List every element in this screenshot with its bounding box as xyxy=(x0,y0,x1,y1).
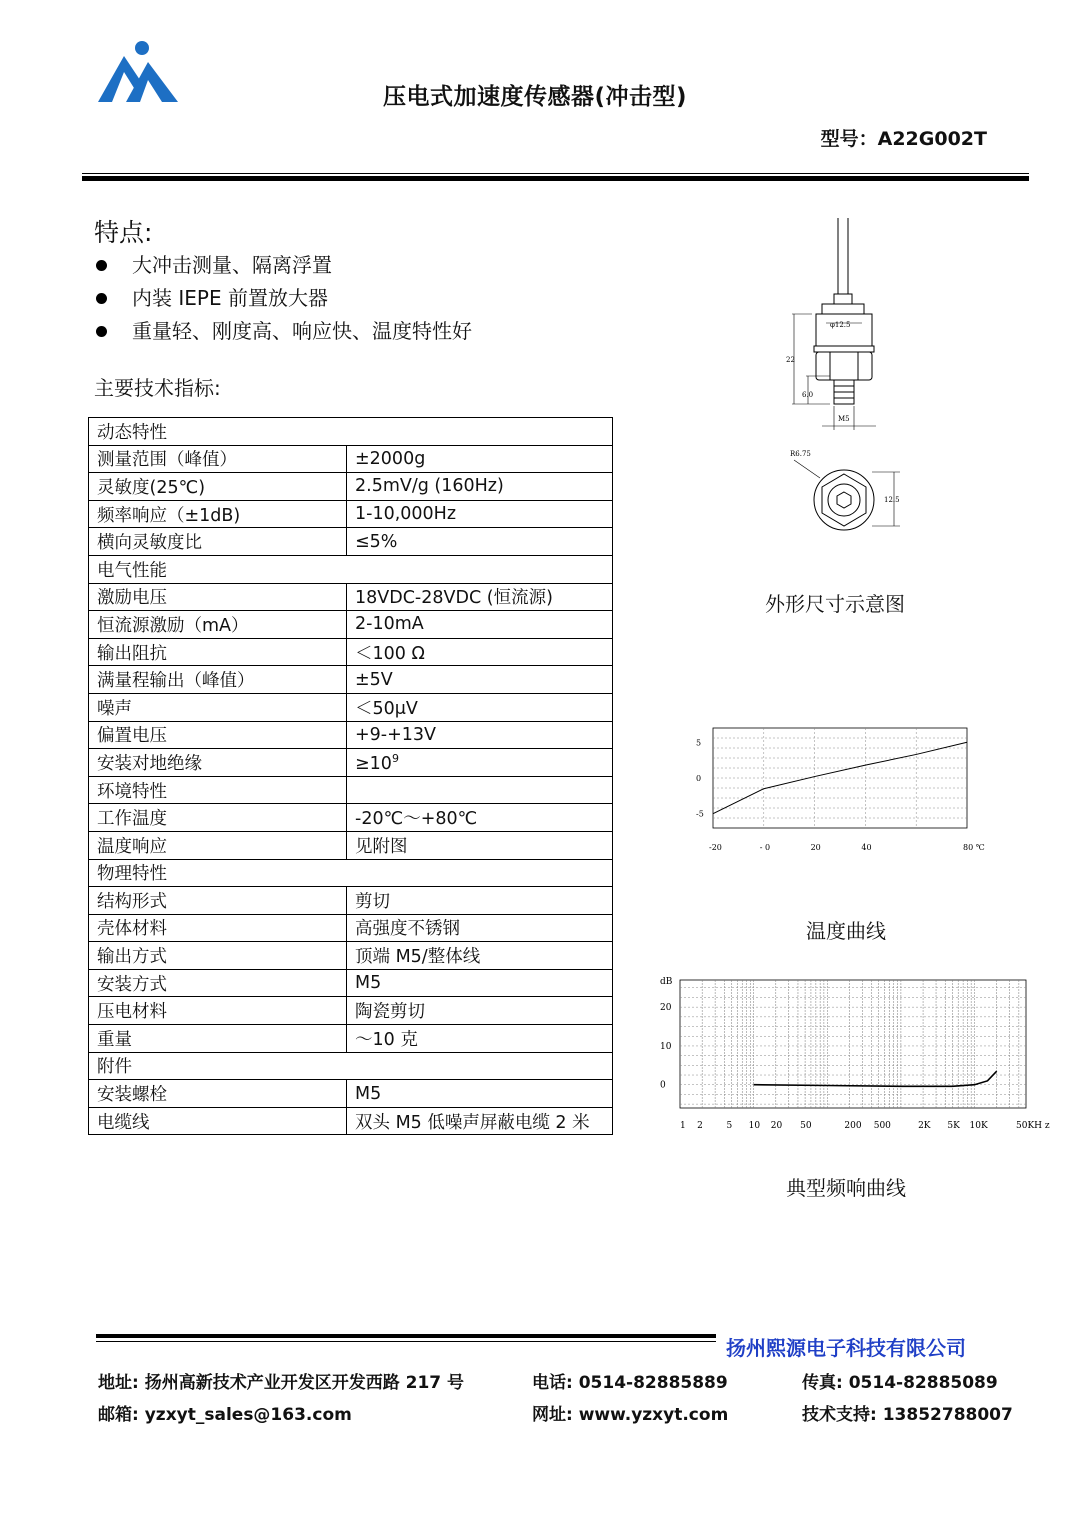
spec-label: 输出方式 xyxy=(89,942,347,970)
x-tick-label: 200 xyxy=(844,1121,862,1131)
table-row xyxy=(89,500,613,528)
y-tick-label: 20 xyxy=(660,1003,672,1014)
y-tick-label: 10 xyxy=(660,1041,672,1052)
table-row xyxy=(89,583,613,611)
spec-value: 18VDC-28VDC (恒流源) xyxy=(347,583,613,611)
spec-value: 高强度不锈钢 xyxy=(347,914,613,942)
table-row xyxy=(89,666,613,694)
y-tick-label: -5 xyxy=(696,809,704,819)
footer-email[interactable]: 邮箱: yzxyt_sales@163.com xyxy=(98,1405,352,1425)
footer-divider-thin xyxy=(96,1341,716,1342)
x-tick-label: -20 xyxy=(709,843,722,852)
x-tick-label: 2K xyxy=(918,1121,931,1131)
footer-website[interactable]: 网址: www.yzxyt.com xyxy=(532,1405,729,1425)
spec-value xyxy=(347,776,613,804)
spec-label: 壳体材料 xyxy=(89,914,347,942)
plot-frame xyxy=(680,980,1026,1108)
spec-label: 工作温度 xyxy=(89,804,347,832)
spec-value: ＜100 Ω xyxy=(347,638,613,666)
x-tick-label: 50 xyxy=(800,1121,812,1131)
header-divider-thin xyxy=(82,173,1029,174)
footer-phone: 电话: 0514-82885889 xyxy=(532,1373,728,1393)
feature-item: 重量轻、刚度高、响应快、温度特性好 xyxy=(94,316,472,349)
table-row xyxy=(89,555,613,583)
spec-label: 结构形式 xyxy=(89,887,347,915)
x-tick-label: 20 xyxy=(770,1121,783,1131)
spec-label: 安装方式 xyxy=(89,969,347,997)
spec-value-exponent: 9 xyxy=(391,751,399,765)
spec-label: 满量程输出（峰值） xyxy=(89,666,347,694)
table-row xyxy=(89,859,613,887)
x-tick-label: 20 xyxy=(810,843,821,852)
section-heading: 环境特性 xyxy=(89,776,347,804)
company-logo xyxy=(96,40,180,104)
x-tick-label: - 0 xyxy=(759,843,771,852)
spec-value: 双头 M5 低噪声屏蔽电缆 2 米 xyxy=(347,1107,613,1135)
spec-value: ～10 克 xyxy=(347,1025,613,1053)
spec-table xyxy=(88,417,613,1135)
table-row xyxy=(89,749,613,777)
table-row xyxy=(89,418,613,446)
spec-value: +9-+13V xyxy=(347,721,613,749)
company-name: 扬州熙源电子科技有限公司 xyxy=(726,1336,966,1360)
table-row xyxy=(89,1052,613,1080)
model-number: 型号：A22G002T xyxy=(820,128,987,150)
footer-divider-thick xyxy=(96,1334,716,1338)
dim-label-thread: M5 xyxy=(838,415,850,423)
spec-value-base: ≥10 xyxy=(355,753,392,774)
footer-fax: 传真: 0514-82885089 xyxy=(802,1373,998,1393)
series-line xyxy=(754,1071,997,1086)
spec-label: 电缆线 xyxy=(89,1107,347,1135)
x-tick-label: 10 xyxy=(748,1121,761,1131)
section-heading: 物理特性 xyxy=(89,859,613,887)
plot-frame xyxy=(713,728,967,828)
x-tick-label: 2 xyxy=(697,1121,703,1131)
spec-label: 噪声 xyxy=(89,693,347,721)
spec-value: M5 xyxy=(347,969,613,997)
spec-value xyxy=(347,749,613,777)
spec-label: 温度响应 xyxy=(89,831,347,859)
x-tick-label: 40 xyxy=(861,843,872,852)
drawing-caption: 外形尺寸示意图 xyxy=(765,592,905,616)
table-row xyxy=(89,528,613,556)
spec-label: 灵敏度(25℃) xyxy=(89,473,347,501)
temperature-chart xyxy=(680,720,1000,860)
x-tick-label: 10K xyxy=(969,1121,988,1131)
spec-value: 1-10,000Hz xyxy=(347,500,613,528)
spec-value: 剪切 xyxy=(347,887,613,915)
spec-value: 顶端 M5/整体线 xyxy=(347,942,613,970)
spec-value: ≤5% xyxy=(347,528,613,556)
header-divider-thick xyxy=(82,176,1029,181)
spec-value: -20℃～+80℃ xyxy=(347,804,613,832)
spec-value: ＜50μV xyxy=(347,693,613,721)
feature-item: 内装 IEPE 前置放大器 xyxy=(94,283,472,316)
frequency-chart-caption: 典型频响曲线 xyxy=(786,1176,906,1200)
table-row xyxy=(89,997,613,1025)
spec-label: 重量 xyxy=(89,1025,347,1053)
table-row xyxy=(89,721,613,749)
specs-heading: 主要技术指标: xyxy=(94,376,221,400)
x-tick-label: 500 xyxy=(873,1121,891,1131)
y-tick-label: 0 xyxy=(696,774,702,783)
spec-value: ±5V xyxy=(347,666,613,694)
spec-label: 频率响应（±1dB) xyxy=(89,500,347,528)
x-tick-label: 5 xyxy=(726,1121,733,1131)
table-row xyxy=(89,942,613,970)
spec-value: 2-10mA xyxy=(347,611,613,639)
table-row xyxy=(89,776,613,804)
section-heading: 电气性能 xyxy=(89,555,613,583)
spec-label: 输出阻抗 xyxy=(89,638,347,666)
spec-label: 激励电压 xyxy=(89,583,347,611)
table-row xyxy=(89,445,613,473)
table-row xyxy=(89,638,613,666)
sensor-dimension-drawing xyxy=(770,210,920,540)
table-row xyxy=(89,473,613,501)
section-heading: 附件 xyxy=(89,1052,613,1080)
table-row xyxy=(89,1107,613,1135)
spec-label: 安装螺栓 xyxy=(89,1080,347,1108)
temperature-chart-caption: 温度曲线 xyxy=(806,919,886,943)
spec-value: 见附图 xyxy=(347,831,613,859)
table-row xyxy=(89,969,613,997)
spec-label: 恒流源激励（mA） xyxy=(89,611,347,639)
x-tick-label: 5K xyxy=(947,1121,960,1131)
series-line xyxy=(713,742,967,813)
footer-support: 技术支持: 13852788007 xyxy=(802,1405,1013,1425)
dim-label-width: 12.5 xyxy=(884,496,900,504)
table-row xyxy=(89,1080,613,1108)
x-tick-label: 80 ℃ xyxy=(963,843,985,852)
y-tick-label: 5 xyxy=(696,738,702,748)
spec-label: 压电材料 xyxy=(89,997,347,1025)
table-row xyxy=(89,693,613,721)
y-axis-label: dB xyxy=(660,977,673,987)
table-row xyxy=(89,831,613,859)
features-list xyxy=(94,250,472,349)
spec-value: M5 xyxy=(347,1080,613,1108)
footer-address: 地址: 扬州高新技术产业开发区开发西路 217 号 xyxy=(98,1373,465,1393)
spec-value: 2.5mV/g (160Hz) xyxy=(347,473,613,501)
features-heading: 特点: xyxy=(94,218,153,247)
spec-label: 测量范围（峰值） xyxy=(89,445,347,473)
dim-label-diameter: φ12.5 xyxy=(830,321,851,329)
table-row xyxy=(89,887,613,915)
spec-value: 陶瓷剪切 xyxy=(347,997,613,1025)
frequency-chart xyxy=(650,970,1060,1140)
x-tick-label: 1 xyxy=(680,1121,686,1131)
dim-label-thread-length: 6.0 xyxy=(802,391,814,399)
section-heading: 动态特性 xyxy=(89,418,613,446)
table-row xyxy=(89,804,613,832)
table-row xyxy=(89,611,613,639)
y-tick-label: 0 xyxy=(660,1080,666,1091)
table-row xyxy=(89,1025,613,1053)
dim-label-radius: R6.75 xyxy=(790,450,811,458)
spec-label: 偏置电压 xyxy=(89,721,347,749)
spec-label: 安装对地绝缘 xyxy=(89,749,347,777)
spec-label: 横向灵敏度比 xyxy=(89,528,347,556)
document-title: 压电式加速度传感器(冲击型) xyxy=(383,84,688,110)
table-row xyxy=(89,914,613,942)
dim-label-height: 22 xyxy=(786,356,795,364)
x-tick-label: 50KH z xyxy=(1016,1121,1050,1131)
spec-value: ±2000g xyxy=(347,445,613,473)
feature-item: 大冲击测量、隔离浮置 xyxy=(94,250,472,283)
